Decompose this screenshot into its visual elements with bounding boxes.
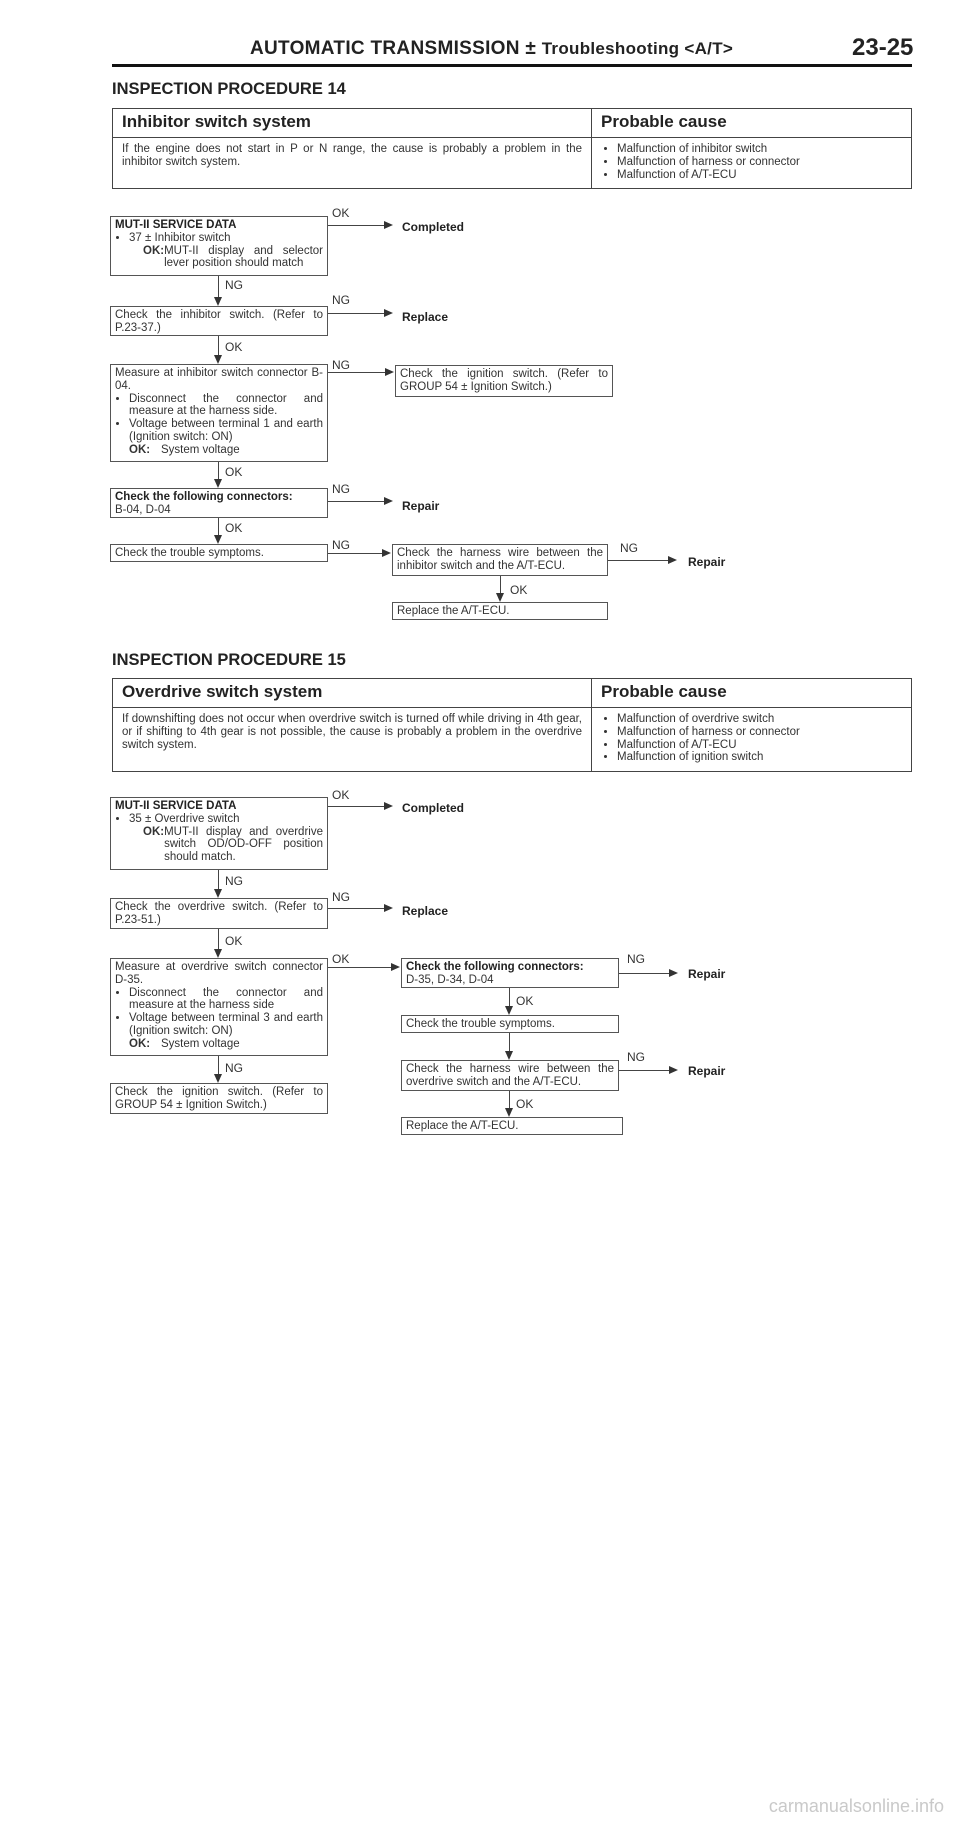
box-item: • Disconnect the connector and measure at the harness side. [129,393,323,419]
result-replace: Replace [402,310,449,324]
arrow-right [384,904,393,912]
footer-watermark: carmanualsonline.info [768,1796,944,1816]
result-replace: Replace [402,904,449,918]
connector-line [218,336,219,356]
procedure-15-title: INSPECTION PROCEDURE 15 [112,651,346,669]
box-item: • Voltage between terminal 1 and earth (Ignition switch: ON) [129,418,323,444]
table-causes [592,138,912,189]
header-section: AUTOMATIC TRANSMISSION ± [250,38,537,59]
cause-item: • Malfunction of A/T-ECU [617,169,902,182]
box-title: Check the following connectors: [406,961,584,973]
connector-line [328,806,388,807]
header-rule [112,64,912,67]
flow15-service-data-box [110,797,328,870]
branch-ok: OK [510,583,528,597]
box-item: • Disconnect the connector and measure at the harness side [129,987,323,1013]
box-title: MUT-II SERVICE DATA [115,219,237,231]
flow15-connectors-box [401,958,619,988]
branch-ng: NG [225,874,243,888]
flow14-inhibitor-check-box: Check the inhibitor switch. (Refer to P.23-37.) [110,306,328,336]
box-title: MUT-II SERVICE DATA [115,800,237,812]
box-title: Measure at inhibitor switch connector B-04. [115,367,323,392]
connector-line [509,988,510,1007]
arrow-right [668,556,677,564]
branch-ng: NG [225,278,243,292]
result-repair: Repair [688,1064,726,1078]
connector-line [328,313,388,314]
branch-ok: OK [225,340,243,354]
table-description: If downshifting does not occur when overdrive switch is turned off while driving in 4th gear, or if shifting to 4th gear is not possible, the cause is probably a problem in the overdrive switch system. [113,708,592,772]
box-value: D-35, D-34, D-04 [406,973,494,986]
cause-item: • Malfunction of A/T-ECU [617,739,902,752]
box-value: B-04, D-04 [115,503,171,516]
branch-ng: NG [332,538,350,552]
flow14-measure-box [110,364,328,462]
cause-item: • Malfunction of overdrive switch [617,713,902,726]
ok-key: OK: [129,443,151,456]
arrow-right [385,368,394,376]
flow14-ignition-check-box: Check the ignition switch. (Refer to GROUP 54 ± Ignition Switch.) [395,365,613,397]
box-item: • 35 ± Overdrive switch [129,813,323,826]
connector-line [509,1091,510,1109]
branch-ng: NG [627,952,645,966]
flow15-overdrive-check-box: Check the overdrive switch. (Refer to P.23-51.) [110,898,328,929]
flow14-connectors-box [110,488,328,518]
branch-ok: OK [332,788,350,802]
arrow-down [496,593,504,602]
flow15-ignition-check-box: Check the ignition switch. (Refer to GROUP 54 ± Ignition Switch.) [110,1083,328,1114]
connector-line [328,225,388,226]
page-number: 23-25 [852,34,914,61]
connector-line [328,553,383,554]
flow15-replace-ecu-box: Replace the A/T-ECU. [401,1117,623,1135]
arrow-right [669,969,678,977]
arrow-right [384,221,393,229]
ok-value: MUT-II display and selector lever position should match [164,244,323,270]
connector-line [509,1033,510,1052]
flow14-service-data-box [110,216,328,276]
branch-ng: NG [620,541,638,555]
connector-line [328,967,392,968]
connector-line [608,560,670,561]
table-header-system: Inhibitor switch system [113,109,592,138]
result-repair: Repair [688,555,726,569]
box-title: Check the following connectors: [115,491,293,503]
branch-ng: NG [225,1061,243,1075]
branch-ng: NG [332,358,350,372]
procedure-15-table [112,678,912,772]
ok-value: System voltage [161,443,240,456]
table-header-system: Overdrive switch system [113,679,592,708]
connector-line [328,372,386,373]
arrow-down [505,1006,513,1015]
box-item: • 37 ± Inhibitor switch [129,232,323,245]
result-repair: Repair [688,967,726,981]
cause-item: • Malfunction of harness or connector [617,156,902,169]
connector-line [328,908,388,909]
arrow-right [384,497,393,505]
procedure-14-table [112,108,912,189]
connector-line [619,1070,671,1071]
result-completed: Completed [402,220,465,234]
connector-line [218,929,219,950]
arrow-down [214,535,222,544]
ok-key: OK: [143,825,165,838]
ok-key: OK: [143,244,165,257]
branch-ng: NG [332,293,350,307]
flow14-replace-ecu-box: Replace the A/T-ECU. [392,602,608,620]
branch-ng: NG [332,890,350,904]
branch-ok: OK [225,521,243,535]
arrow-down [214,297,222,306]
box-title: Measure at overdrive switch connector D-35. [115,961,323,986]
branch-ok: OK [516,994,534,1008]
branch-ok: OK [516,1097,534,1111]
cause-item: • Malfunction of ignition switch [617,751,902,764]
ok-key: OK: [129,1037,151,1050]
flow14-harness-check-box: Check the harness wire between the inhibitor switch and the A/T-ECU. [392,544,608,576]
result-completed: Completed [402,801,465,815]
branch-ng: NG [332,482,350,496]
flow15-harness-check-box: Check the harness wire between the overdrive switch and the A/T-ECU. [401,1060,619,1091]
connector-line [218,462,219,480]
result-repair: Repair [402,499,440,513]
flow15-trouble-symptoms-box: Check the trouble symptoms. [401,1015,619,1033]
connector-line [218,518,219,536]
arrow-down [505,1108,513,1117]
branch-ng: NG [627,1050,645,1064]
arrow-down [214,949,222,958]
table-causes [592,708,912,772]
branch-ok: OK [225,465,243,479]
arrow-right [391,963,400,971]
box-item: • Voltage between terminal 3 and earth (Ignition switch: ON) [129,1012,323,1038]
arrow-right [669,1066,678,1074]
cause-item: • Malfunction of inhibitor switch [617,143,902,156]
connector-line [218,1056,219,1075]
branch-ok: OK [225,934,243,948]
arrow-right [384,309,393,317]
procedure-14-title: INSPECTION PROCEDURE 14 [112,80,346,98]
arrow-down [505,1051,513,1060]
arrow-right [382,549,391,557]
table-header-cause: Probable cause [592,109,912,138]
branch-ok: OK [332,206,350,220]
flow14-trouble-symptoms-box: Check the trouble symptoms. [110,544,328,562]
connector-line [619,973,671,974]
connector-line [218,870,219,890]
table-header-cause: Probable cause [592,679,912,708]
arrow-down [214,355,222,364]
branch-ok: OK [332,952,350,966]
cause-item: • Malfunction of harness or connector [617,726,902,739]
connector-line [500,576,501,594]
header-subsection: Troubleshooting <A/T> [541,39,734,58]
arrow-down [214,889,222,898]
arrow-down [214,1074,222,1083]
arrow-right [384,802,393,810]
table-description: If the engine does not start in P or N range, the cause is probably a problem in the inhibitor switch system. [113,138,592,189]
ok-value: MUT-II display and overdrive switch OD/OD-OFF position should match. [164,825,323,864]
connector-line [218,276,219,298]
flow15-measure-box [110,958,328,1056]
arrow-down [214,479,222,488]
connector-line [328,501,388,502]
ok-value: System voltage [161,1037,240,1050]
page-header-title [250,38,733,60]
